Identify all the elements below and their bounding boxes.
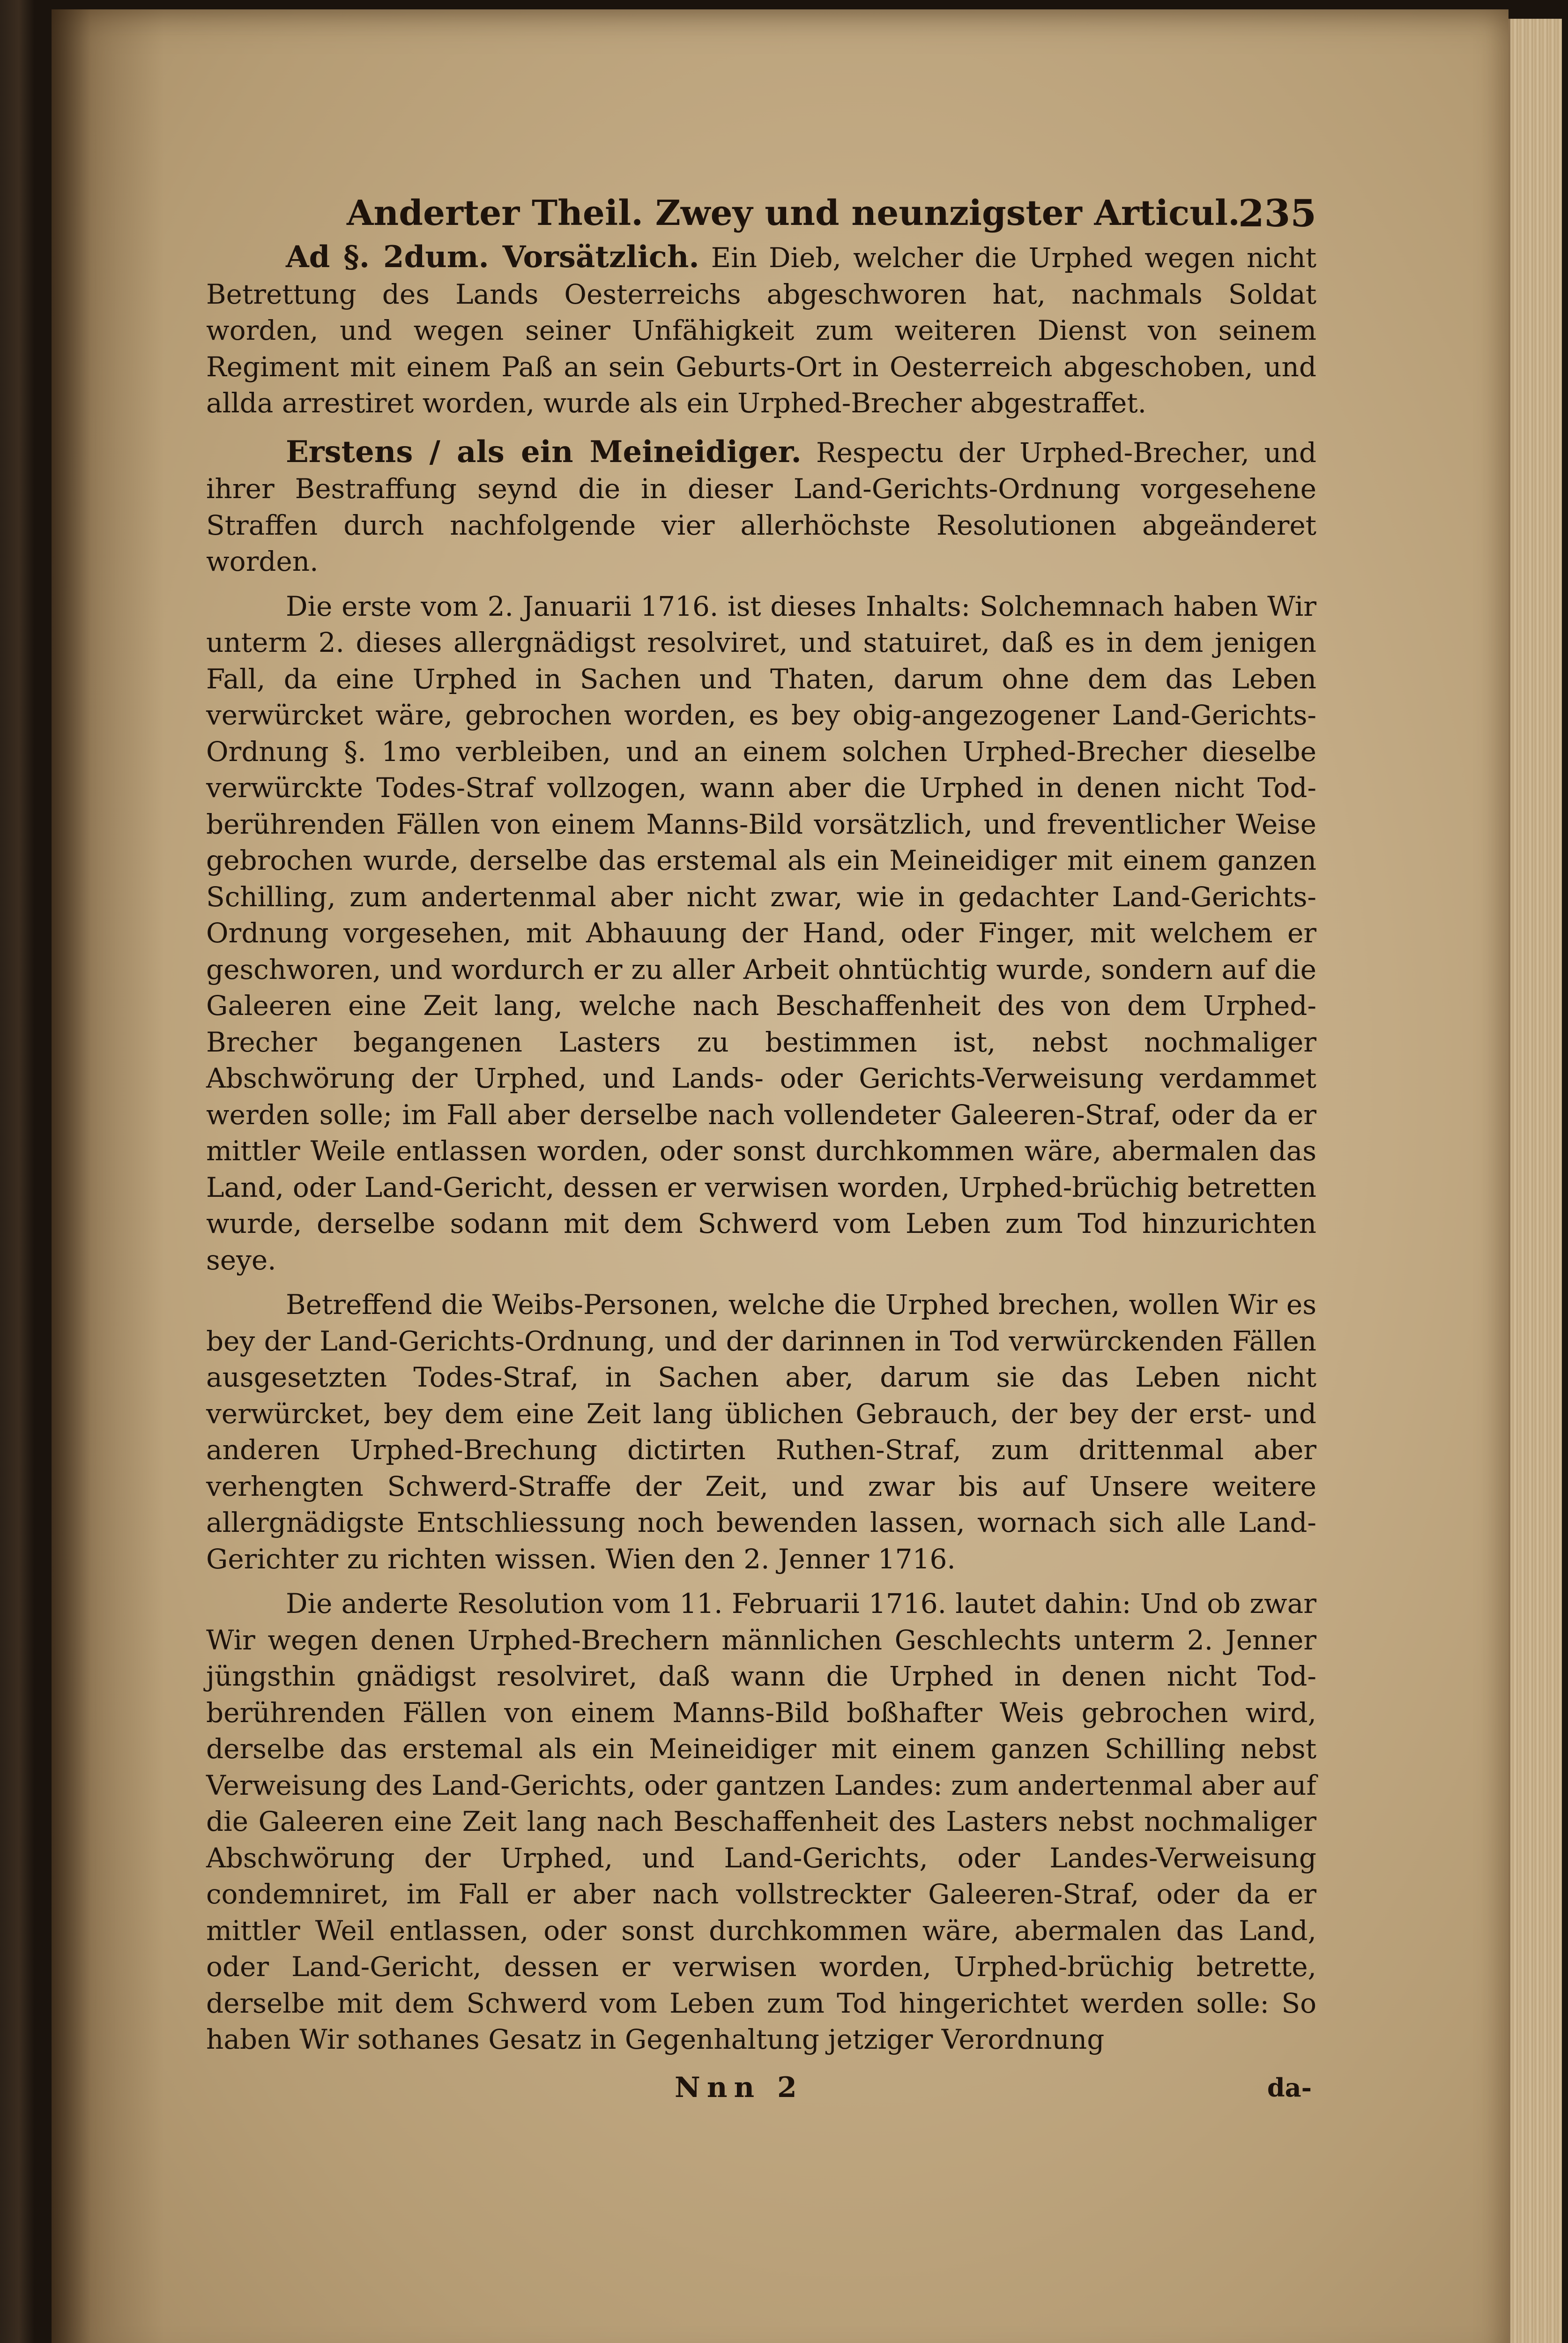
- page-fore-edge: [1509, 19, 1562, 2343]
- paragraph-5-text: Die anderte Resolution vom 11. Februarii 1716. lautet dahin: Und ob zwar Wir wegen denen Urphed-Brechern männlichen Geschlechts unterm 2. Jenner jüngsthin gnädigst resolviret, daß wann die Urphed in denen nicht Tod-berührenden Fällen von einem Manns-Bild boßhafter Weis gebrochen wird, derselbe das erstemal als ein Meineidiger mit einem ganzen Schilling nebst Verweisung des Land-Gerichts, oder gantzen Landes: zum andertenmal aber auf die Galeeren eine Zeit lang nach Beschaffenheit des Lasters nebst nochmaliger Abschwörung der Urphed, und Land-Gerichts, oder Landes-Verweisung condemniret, im Fall er aber nach vollstreckter Galeeren-Straf, oder da er mittler Weil entlassen, oder sonst durchkommen wäre, abermalen das Land, oder Land-Gericht, dessen er verwisen worden, Urphed-brüchig betrette, derselbe mit dem Schwerd vom Leben zum Tod hingerichtet werden solle: So haben Wir sothanes Gesatz in Gegenhaltung jetziger Verordnung: [206, 1588, 1316, 2055]
- binding-gutter: [52, 9, 164, 2343]
- paragraph-1-lead: Ad §. 2dum. Vorsätzlich.: [286, 239, 699, 275]
- signature-mark: Nnn 2: [675, 2071, 803, 2104]
- text-block: [206, 187, 1316, 2109]
- paragraph-2-text: Respectu der Urphed-Brecher, und ihrer Bestraffung seynd die in dieser Land-Gerichts-Ordnung vorgesehene Straffen durch nachfolgende vier allerhöchste Resolutionen abgeänderet worden.: [206, 436, 1317, 577]
- paragraph-2-lead: Erstens / als ein Meineidiger.: [286, 434, 802, 470]
- paragraph-3-text: Die erste vom 2. Januarii 1716. ist dieses Inhalts: Solchemnach haben Wir unterm 2. dieses allergnädigst resolviret, und statuiret, daß es in dem jenigen Fall, da eine Urphed in Sachen und Thaten, darum ohne dem das Leben verwürcket wäre, gebrochen worden, es bey obig-angezogener Land-Gerichts-Ordnung §. 1mo verbleiben, und an einem solchen Urphed-Brecher dieselbe verwürckte Todes-Straf vollzogen, wann aber die Urphed in denen nicht Tod-berührenden Fällen von einem Manns-Bild vorsätzlich, und freventlicher Weise gebrochen wurde, derselbe das erstemal als ein Meineidiger mit einem ganzen Schilling, zum andertenmal aber nicht zwar, wie in gedachter Land-Gerichts-Ordnung vorgesehen, mit Abhauung der Hand, oder Finger, mit welchem er geschworen, und wordurch er zu aller Arbeit ohntüchtig wurde, sondern auf die Galeeren eine Zeit lang, welche nach Beschaffenheit des von dem Urphed-Brecher begangenen Lasters zu bestimmen ist, nebst nochmaliger Abschwörung der Urphed, und Lands- oder Gerichts-Verweisung verdammet werden solle; im Fall aber derselbe nach vollendeter Galeeren-Straf, oder da er mittler Weile entlassen worden, oder sonst durchkommen wäre, abermalen das Land, oder Land-Gericht, dessen er verwisen worden, Urphed-brüchig betretten wurde, derselbe sodann mit dem Schwerd vom Leben zum Tod hinzurichten seye.: [206, 590, 1316, 1276]
- paragraph-1: [206, 239, 1316, 422]
- paragraph-1-text: Ein Dieb, welcher die Urphed wegen nicht Betrettung des Lands Oesterreichs abgeschworen hat, nachmals Soldat worden, und wegen seiner Unfähigkeit zum weiteren Dienst von seinem Regiment mit einem Paß an sein Geburts-Ort in Oesterreich abgeschoben, und allda arrestiret worden, wurde als ein Urphed-Brecher abgestraffet.: [206, 242, 1317, 419]
- page-footer: [206, 2067, 1316, 2109]
- paragraph-4: [206, 1287, 1316, 1577]
- catchword: da-: [1267, 2072, 1312, 2103]
- paragraph-4-text: Betreffend die Weibs-Personen, welche die Urphed brechen, wollen Wir es bey der Land-Gerichts-Ordnung, und der darinnen in Tod verwürckenden Fällen ausgesetzten Todes-Straf, in Sachen aber, darum sie das Leben nicht verwürcket, bey dem eine Zeit lang üblichen Gebrauch, der bey der erst- und anderen Urphed-Brechung dictirten Ruthen-Straf, zum drittenmal aber verhengten Schwerd-Straffe der Zeit, und zwar bis auf Unsere weitere allergnädigste Entschliessung noch bewenden lassen, wornach sich alle Land-Gerichter zu richten wissen. Wien den 2. Jenner 1716.: [206, 1289, 1316, 1575]
- page-number: 235: [1238, 191, 1316, 235]
- paragraph-5: [206, 1586, 1316, 2058]
- paragraph-3: [206, 589, 1316, 1279]
- paragraph-2: [206, 434, 1316, 580]
- running-head-title: Anderter Theil. Zwey und neunzigster Articul.: [347, 193, 1240, 233]
- running-head: [206, 187, 1316, 239]
